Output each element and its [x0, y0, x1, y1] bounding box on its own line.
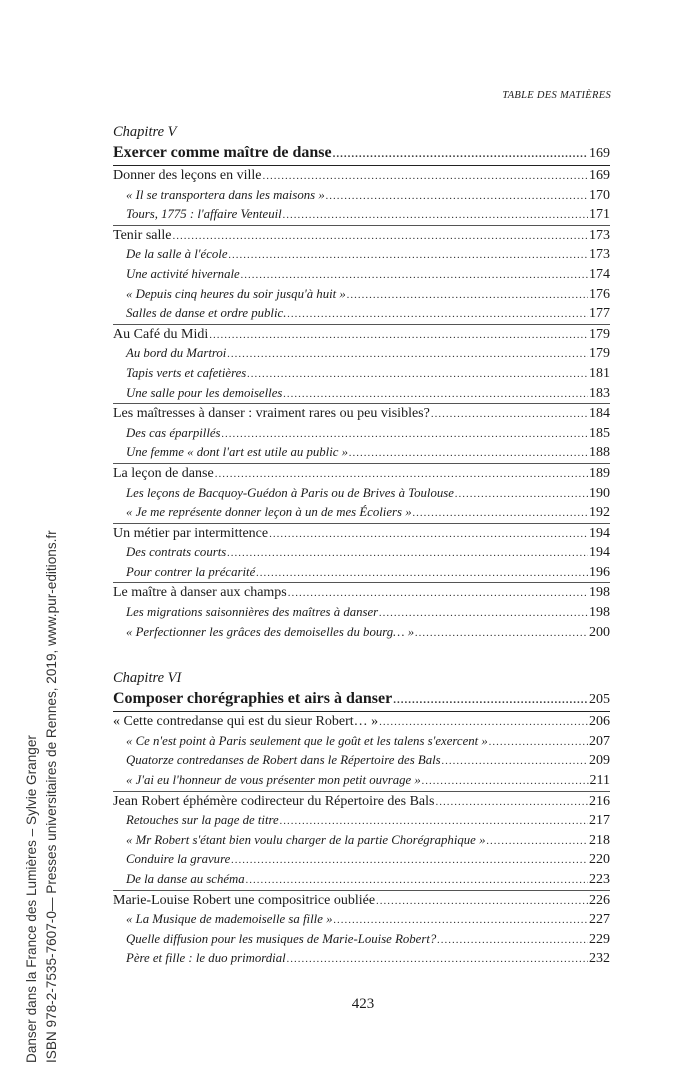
dot-leader	[227, 345, 588, 365]
section-entry-title: Marie-Louise Robert une compositrice oubliée	[113, 892, 376, 908]
subsection-entry[interactable]	[113, 870, 610, 890]
subsection-entry-title: Pour contrer la précarité	[126, 564, 256, 579]
section-entry[interactable]	[113, 791, 610, 812]
dot-leader	[227, 544, 588, 564]
section-entry-page: 226	[589, 892, 610, 908]
subsection-entry[interactable]	[113, 949, 610, 969]
dot-leader	[422, 772, 589, 792]
subsection-entry-title: De la danse au schéma	[126, 872, 245, 886]
dot-leader	[442, 752, 588, 772]
chapter-spacer	[113, 642, 610, 669]
section-entry[interactable]	[113, 582, 610, 603]
subsection-entry-page: 176	[589, 286, 610, 302]
subsection-entry-title: « Ce n'est point à Paris seulement que le goût et les talens s'exercent »	[126, 733, 488, 748]
chapter-title-entry-title: Composer chorégraphies et airs à danser	[113, 690, 393, 708]
subsection-entry[interactable]	[113, 344, 610, 364]
subsection-entry-page: 185	[589, 425, 610, 441]
subsection-entry-page: 181	[589, 365, 610, 381]
dot-leader	[241, 266, 588, 286]
subsection-entry-title: De la salle à l'école	[126, 247, 228, 262]
side-credit-line-2: ISBN 978-2-7535-7607-0— Presses universitaires de Rennes, 2019, www.pur-editions.fr	[44, 530, 59, 1063]
dot-leader	[376, 892, 588, 912]
section-entry[interactable]	[113, 403, 610, 424]
dot-leader	[209, 326, 588, 346]
subsection-entry-page: 171	[589, 207, 610, 223]
section-entry-page: 179	[589, 326, 610, 342]
dot-leader	[486, 832, 588, 852]
dot-leader	[455, 485, 588, 505]
running-head: TABLE DES MATIÈRES	[502, 90, 611, 101]
subsection-entry[interactable]	[113, 186, 610, 206]
subsection-entry[interactable]	[113, 563, 610, 583]
subsection-entry-page: 211	[589, 773, 610, 789]
subsection-entry[interactable]	[113, 265, 610, 285]
dot-leader	[173, 227, 589, 247]
section-entry-page: 194	[589, 525, 610, 541]
subsection-entry-title: « Je me représente donner leçon à un de mes Écoliers »	[126, 505, 412, 520]
subsection-entry-page: 192	[589, 505, 610, 521]
section-entry-title: « Cette contredanse qui est du sieur Robert… »	[113, 714, 379, 730]
subsection-entry-title: « Perfectionner les grâces des demoiselles du bourg… »	[126, 624, 415, 639]
dot-leader	[347, 286, 588, 306]
dot-leader	[435, 793, 588, 813]
subsection-entry[interactable]	[113, 304, 610, 324]
dot-leader	[413, 504, 588, 524]
dot-leader	[287, 305, 588, 325]
subsection-entry[interactable]	[113, 751, 610, 771]
dot-leader	[269, 525, 588, 545]
side-credit-line-1: Danser dans la France des Lumières – Sylvie Granger	[24, 735, 39, 1063]
dot-leader	[288, 584, 588, 604]
dot-leader	[431, 405, 588, 425]
subsection-entry-page: 196	[589, 564, 610, 580]
chapter-label: Chapitre VI	[113, 670, 182, 687]
subsection-entry-page: 229	[589, 931, 610, 947]
dot-leader	[222, 425, 588, 445]
dot-leader	[415, 624, 588, 644]
side-margin-credit	[22, 163, 72, 1063]
subsection-entry-title: Tapis verts et cafetières	[126, 365, 247, 380]
section-entry[interactable]	[113, 523, 610, 544]
subsection-entry-page: 217	[589, 813, 610, 829]
subsection-entry-page: 174	[589, 266, 610, 282]
dot-leader	[283, 206, 588, 226]
subsection-entry-page: 209	[589, 753, 610, 769]
section-entry-page: 169	[589, 168, 610, 183]
subsection-entry-title: Une femme « dont l'art est utile au public »	[126, 445, 349, 460]
section-entry-title: Tenir salle	[113, 227, 172, 243]
subsection-entry-title: Une salle pour les demoiselles	[126, 385, 283, 400]
dot-leader	[437, 931, 588, 951]
subsection-entry-page: 190	[589, 485, 610, 501]
section-entry-title: Jean Robert éphémère codirecteur du Répertoire des Bals	[113, 793, 435, 809]
dot-leader	[287, 950, 588, 970]
dot-leader	[231, 851, 588, 871]
chapter-title-entry-page: 205	[589, 692, 610, 708]
subsection-entry[interactable]	[113, 543, 610, 563]
dot-leader	[489, 733, 588, 753]
subsection-entry[interactable]	[113, 850, 610, 870]
section-entry-title: Les maîtresses à danser : vraiment rares ou peu visibles?	[113, 406, 430, 422]
section-entry[interactable]	[113, 463, 610, 484]
section-entry-title: Un métier par intermittence	[113, 525, 269, 541]
section-entry-page: 173	[589, 227, 610, 243]
subsection-entry-page: 177	[589, 306, 610, 322]
section-entry[interactable]	[113, 225, 610, 246]
chapter-title-entry[interactable]	[113, 687, 610, 711]
section-entry[interactable]	[113, 324, 610, 345]
section-entry-title: La leçon de danse	[113, 465, 214, 481]
dot-leader	[246, 871, 588, 891]
subsection-entry[interactable]	[113, 603, 610, 623]
section-entry-page: 216	[589, 793, 610, 809]
dot-leader	[229, 246, 588, 266]
section-entry-page: 206	[589, 714, 610, 730]
subsection-entry-title: Conduire la gravure	[126, 852, 231, 867]
section-entry-page: 189	[589, 465, 610, 481]
subsection-entry-page: 188	[589, 445, 610, 461]
subsection-entry-title: Des cas éparpillés	[126, 425, 221, 440]
section-entry-title: Le maître à danser aux champs	[113, 585, 287, 601]
section-entry[interactable]	[113, 711, 610, 732]
subsection-entry[interactable]	[113, 771, 610, 791]
subsection-entry[interactable]	[113, 910, 610, 930]
dot-leader	[349, 444, 588, 464]
subsection-entry-title: Des contrats courts	[126, 545, 227, 560]
subsection-entry-title: « Mr Robert s'étant bien voulu charger de la partie Chorégraphique »	[126, 832, 486, 847]
subsection-entry-title: Quatorze contredanses de Robert dans le Répertoire des Bals	[126, 753, 441, 768]
subsection-entry-title: « Depuis cinq heures du soir jusqu'à huit »	[126, 286, 346, 301]
subsection-entry[interactable]	[113, 623, 610, 643]
section-entry[interactable]	[113, 165, 610, 186]
section-entry[interactable]	[113, 890, 610, 911]
section-entry-title: Au Café du Midi	[113, 326, 209, 342]
subsection-entry[interactable]	[113, 205, 610, 225]
dot-leader	[333, 142, 588, 166]
subsection-entry-page: 198	[589, 605, 610, 621]
subsection-entry-title: Salles de danse et ordre public.	[126, 306, 287, 321]
subsection-entry-title: « Il se transportera dans les maisons »	[126, 187, 325, 202]
subsection-entry[interactable]	[113, 732, 610, 752]
subsection-entry[interactable]	[113, 831, 610, 851]
dot-leader	[215, 465, 588, 485]
subsection-entry-title: « La Musique de mademoiselle sa fille »	[126, 912, 333, 927]
dot-leader	[379, 604, 588, 624]
subsection-entry-title: Quelle diffusion pour les musiques de Marie-Louise Robert?	[126, 931, 437, 946]
subsection-entry-title: « J'ai eu l'honneur de vous présenter mon petit ouvrage »	[126, 773, 421, 788]
chapter-title-entry[interactable]	[113, 141, 610, 165]
subsection-entry-title: Les migrations saisonnières des maîtres à danser	[126, 605, 379, 620]
subsection-entry-title: Tours, 1775 : l'affaire Venteuil	[126, 207, 282, 222]
dot-leader	[334, 911, 589, 931]
subsection-entry[interactable]	[113, 443, 610, 463]
page-number: 423	[351, 996, 375, 1012]
subsection-entry-page: 173	[589, 247, 610, 263]
dot-leader	[263, 167, 588, 187]
subsection-entry-page: 232	[589, 951, 610, 967]
table-of-contents	[113, 123, 610, 969]
dot-leader	[247, 365, 588, 385]
chapter-label: Chapitre V	[113, 124, 177, 140]
dot-leader	[379, 713, 588, 733]
chapter-title-entry-page: 169	[589, 146, 610, 161]
section-entry-page: 184	[589, 406, 610, 422]
subsection-entry[interactable]	[113, 484, 610, 504]
section-entry-page: 198	[589, 585, 610, 601]
subsection-entry-page: 227	[589, 912, 610, 928]
subsection-entry[interactable]	[113, 811, 610, 831]
subsection-entry-title: Les leçons de Bacquoy-Guédon à Paris ou de Brives à Toulouse	[126, 485, 454, 500]
subsection-entry[interactable]	[113, 364, 610, 384]
subsection-entry-page: 179	[589, 346, 610, 362]
subsection-entry-page: 218	[589, 832, 610, 848]
subsection-entry-page: 207	[589, 733, 610, 749]
subsection-entry[interactable]	[113, 384, 610, 404]
dot-leader	[326, 187, 588, 207]
dot-leader	[256, 564, 588, 584]
dot-leader	[283, 385, 588, 405]
subsection-entry-title: Père et fille : le duo primordial	[126, 951, 286, 966]
subsection-entry-title: Retouches sur la page de titre	[126, 813, 279, 828]
subsection-entry[interactable]	[113, 503, 610, 523]
chapter-title-entry-title: Exercer comme maître de danse	[113, 144, 332, 161]
subsection-entry-page: 183	[589, 385, 610, 401]
subsection-entry[interactable]	[113, 930, 610, 950]
subsection-entry-page: 170	[589, 187, 610, 203]
subsection-entry-title: Au bord du Martroi	[126, 346, 227, 361]
subsection-entry-page: 220	[589, 852, 610, 868]
dot-leader	[393, 688, 588, 712]
subsection-entry[interactable]	[113, 245, 610, 265]
subsection-entry[interactable]	[113, 424, 610, 444]
section-entry-title: Donner des leçons en ville	[113, 168, 262, 183]
dot-leader	[280, 812, 588, 832]
subsection-entry[interactable]	[113, 285, 610, 305]
subsection-entry-page: 194	[589, 545, 610, 561]
subsection-entry-page: 200	[589, 624, 610, 640]
subsection-entry-page: 223	[589, 872, 610, 887]
subsection-entry-title: Une activité hivernale	[126, 266, 240, 281]
